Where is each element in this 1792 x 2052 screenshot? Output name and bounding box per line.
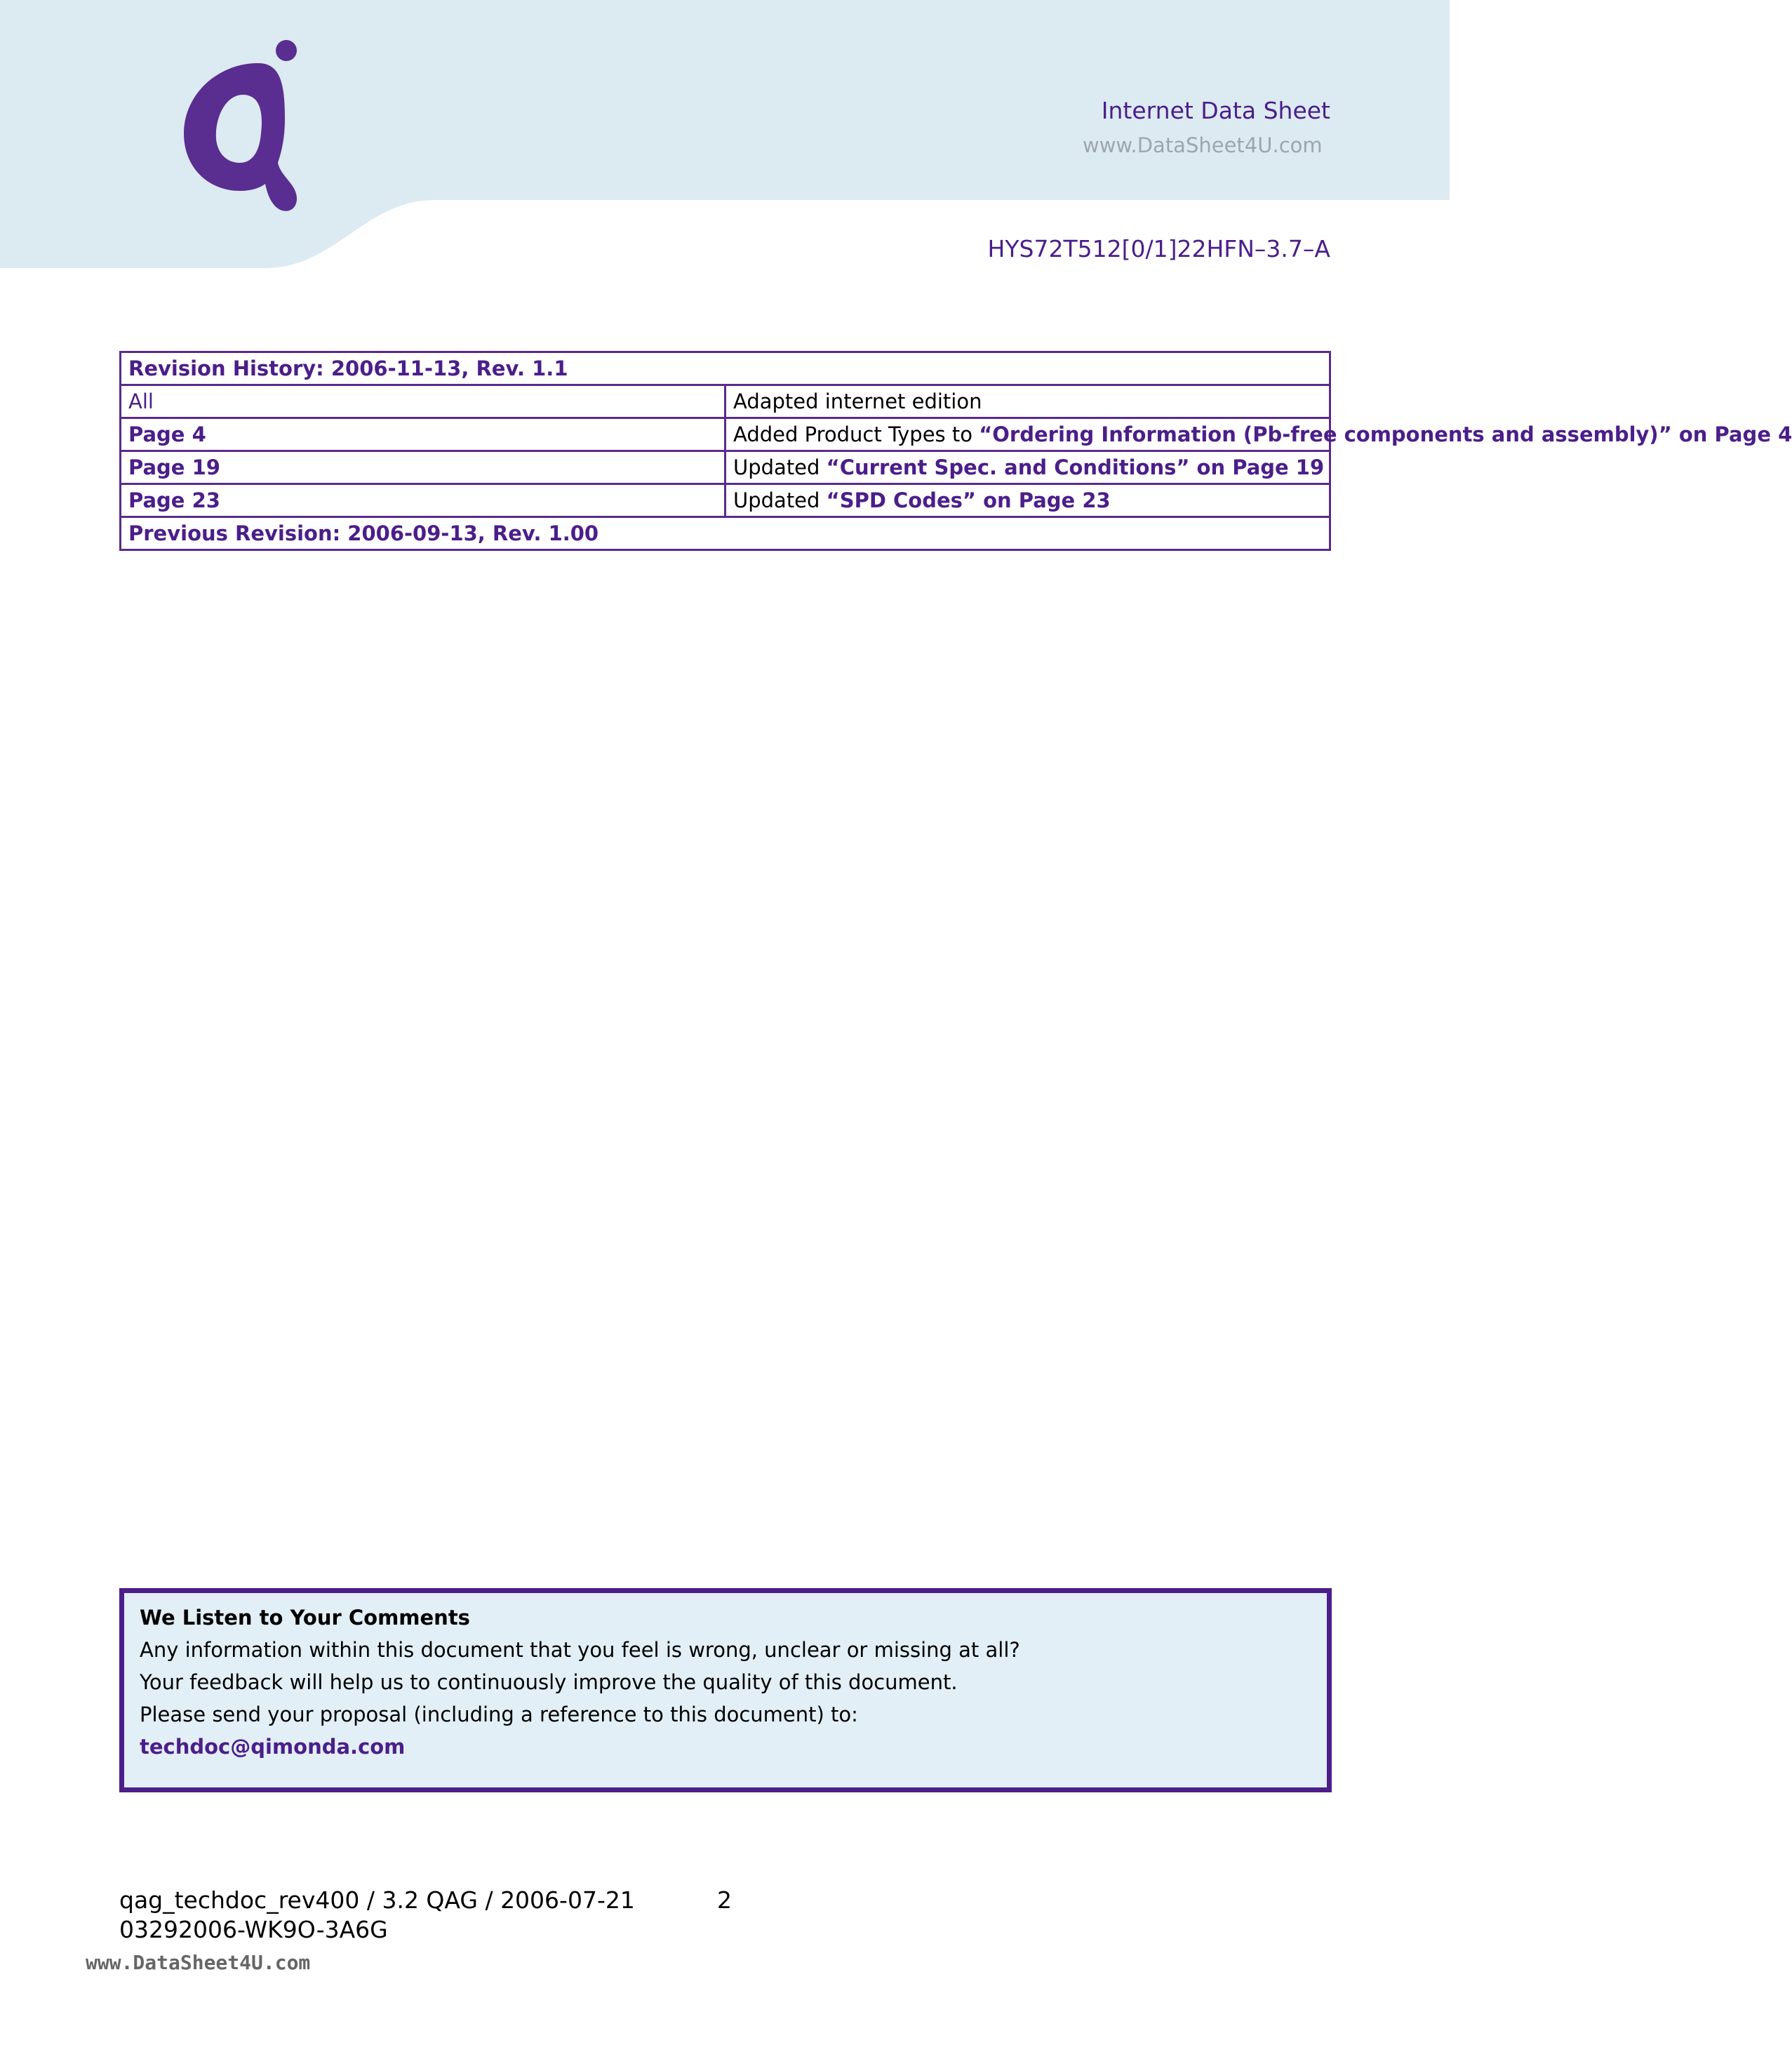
cross-reference-link[interactable]: “Current Spec. and Conditions” — [826, 455, 1190, 479]
watermark-url-bottom[interactable]: www.DataSheet4U.com — [86, 1951, 311, 1974]
table-row — [121, 484, 1330, 517]
revision-history-title: Revision History: 2006-11-13, Rev. 1.1 — [121, 352, 1330, 385]
change-text: Updated — [733, 488, 827, 512]
table-row — [121, 517, 1330, 550]
table-row — [121, 418, 1330, 451]
feedback-email-link[interactable]: techdoc@qimonda.com — [140, 1735, 406, 1759]
watermark-url[interactable]: www.DataSheet4U.com — [1083, 133, 1323, 157]
feedback-text: Any information within this document that you feel is wrong, unclear or missing at all? — [140, 1638, 1020, 1662]
cross-reference-link[interactable]: “Ordering Information (Pb-free components and assembly)” — [979, 422, 1672, 446]
cross-reference-page[interactable]: on Page 19 — [1189, 455, 1325, 479]
revision-change-cell — [726, 451, 1330, 484]
revision-page-cell: Page 23 — [121, 484, 726, 517]
change-text: Updated — [733, 455, 827, 479]
feedback-text: Your feedback will help us to continuously improve the quality of this document. — [140, 1670, 958, 1694]
qimonda-q-logo-icon — [175, 35, 302, 218]
revision-change-cell — [726, 385, 1330, 418]
revision-page-cell: Page 4 — [121, 418, 726, 451]
revision-change-cell — [726, 484, 1330, 517]
change-text: Added Product Types to — [733, 422, 979, 446]
cross-reference-page[interactable]: on Page 4 — [1671, 422, 1792, 446]
revision-page-cell: Page 19 — [121, 451, 726, 484]
previous-revision: Previous Revision: 2006-09-13, Rev. 1.00 — [121, 517, 1330, 550]
table-row — [121, 385, 1330, 418]
revision-change-cell — [726, 418, 1792, 451]
feedback-text: Please send your proposal (including a reference to this document) to: — [140, 1703, 858, 1726]
table-row — [121, 352, 1330, 385]
part-number: HYS72T512[0/1]22HFN–3.7–A — [987, 235, 1330, 262]
footer-doc-id: qag_techdoc_rev400 / 3.2 QAG / 2006-07-21 — [119, 1886, 635, 1914]
page-number: 2 — [717, 1886, 732, 1914]
cross-reference-link[interactable]: “SPD Codes” — [826, 488, 976, 512]
footer-doc-code: 03292006-WK9O-3A6G — [119, 1916, 388, 1943]
table-row — [121, 451, 1330, 484]
revision-history-table — [119, 351, 1792, 551]
cross-reference-page[interactable]: on Page 23 — [975, 488, 1111, 512]
feedback-box — [119, 1588, 1332, 1792]
change-text: Adapted internet edition — [733, 389, 982, 413]
document-type-label: Internet Data Sheet — [1101, 97, 1330, 124]
feedback-title: We Listen to Your Comments — [140, 1606, 470, 1630]
revision-page-cell: All — [121, 385, 726, 418]
